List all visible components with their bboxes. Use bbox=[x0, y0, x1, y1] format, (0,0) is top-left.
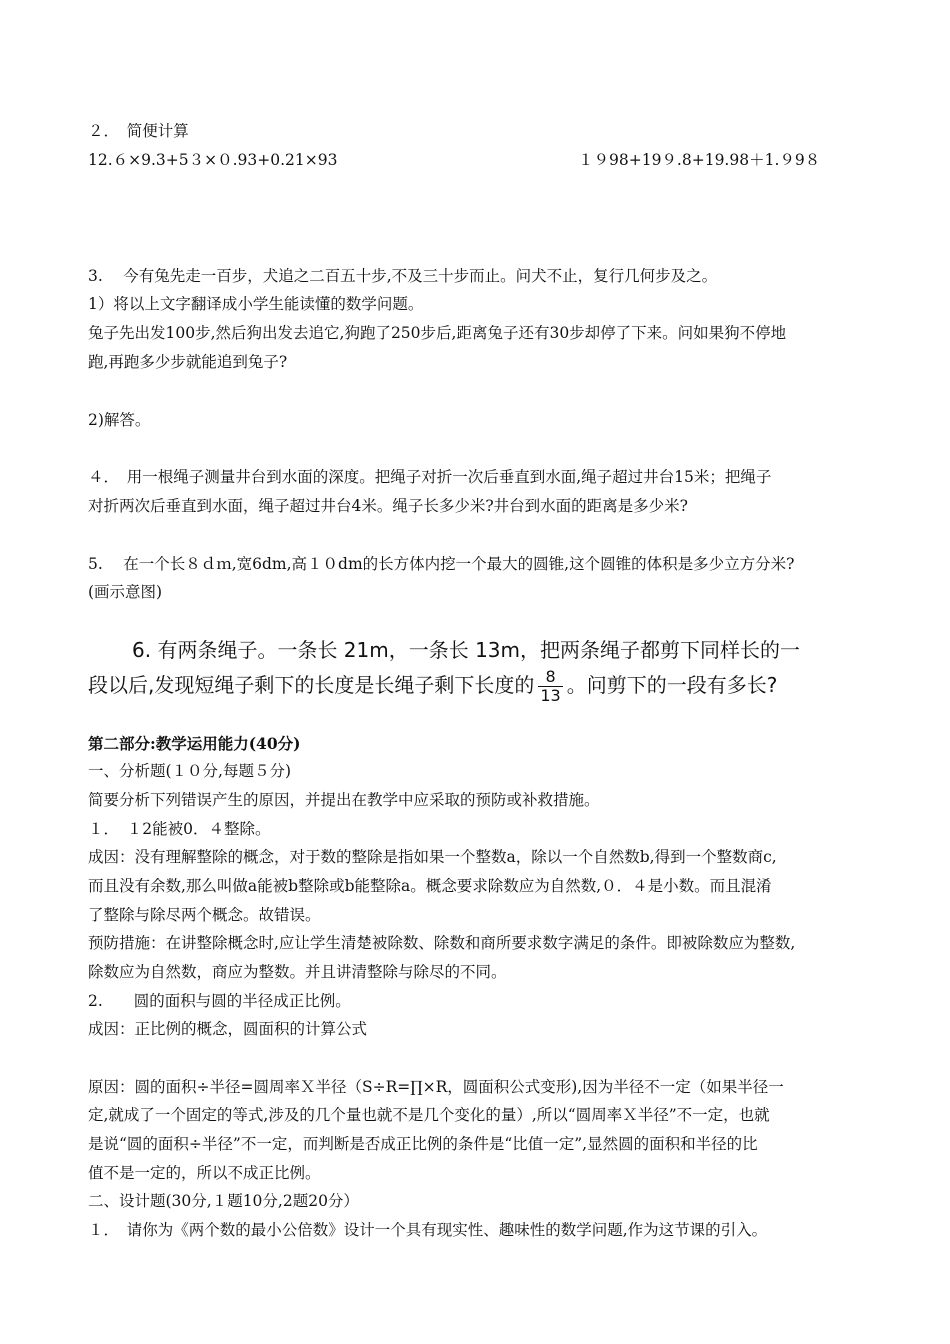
q4-line2: 对折两次后垂直到水面，绳子超过井台4米。绳子长多少米?井台到水面的距离是多少米? bbox=[88, 497, 688, 515]
part2-cause1-line2: 而且没有余数,那么叫做a能被b整除或b能整除a。概念要求除数应为自然数,０．４是小数。而且混淆 bbox=[88, 877, 772, 895]
part2-cause1-line1: 成因：没有理解整除的概念，对于数的整除是指如果一个整数a，除以一个自然数b,得到一个整数商c, bbox=[88, 848, 777, 866]
part2-item1: １． １2能被0．４整除。 bbox=[88, 820, 271, 838]
q4-line1: ４． 用一根绳子测量井台到水面的深度。把绳子对折一次后垂直到水面,绳子超过井台15米；把绳子 bbox=[88, 468, 772, 486]
part2-reason-line4: 值不是一定的，所以不成正比例。 bbox=[88, 1164, 321, 1182]
q3-sub1: 1）将以上文字翻译成小学生能读懂的数学问题。 bbox=[88, 295, 424, 313]
part2-item2: 2. 圆的面积与圆的半径成正比例。 bbox=[88, 992, 351, 1010]
q6-line2-after: 。问剪下的一段有多长? bbox=[566, 673, 778, 697]
part2-cause1-line3: 了整除与除尽两个概念。故错误。 bbox=[88, 906, 321, 924]
q3-text-line2: 跑,再跑多少步就能追到兔子? bbox=[88, 353, 288, 371]
q3-sub2: 2)解答。 bbox=[88, 411, 151, 429]
q6-fraction bbox=[538, 668, 562, 705]
part2-prevention1-line2: 除数应为自然数，商应为整数。并且讲清整除与除尽的不同。 bbox=[88, 963, 507, 981]
part2-reason-line2: 定,就成了一个固定的等式,涉及的几个量也就不是几个变化的量）,所以“圆周率Ｘ半径”不一定，也就 bbox=[88, 1106, 770, 1124]
part2-prevention1-line1: 预防措施：在讲整除概念时,应让学生清楚被除数、除数和商所要求数字满足的条件。即被除数应为整数, bbox=[88, 934, 796, 952]
q2-expression-right: １９98+19９.8+19.98＋1.９9８ bbox=[578, 151, 821, 169]
part2-reason-line3: 是说“圆的面积÷半径”不一定，而判断是否成正比例的条件是“比值一定”,显然圆的面积和半径的比 bbox=[88, 1135, 758, 1153]
q6-fraction-denominator: 13 bbox=[540, 686, 561, 705]
q3-title: 3. 今有兔先走一百步，犬追之二百五十步,不及三十步而止。问犬不止，复行几何步及之。 bbox=[88, 267, 718, 285]
q6-line1: 6. 有两条绳子。一条长 21m，一条长 13m，把两条绳子都剪下同样长的一 bbox=[132, 638, 801, 662]
part2-reason-line1: 原因：圆的面积÷半径=圆周率Ｘ半径（S÷R=∏×R，圆面积公式变形),因为半径不一定（如果半径一 bbox=[88, 1078, 784, 1096]
part2-intro: 简要分析下列错误产生的原因，并提出在教学中应采取的预防或补救措施。 bbox=[88, 791, 600, 809]
part2-section1-title: 一、分析题(１０分,每题５分) bbox=[88, 762, 292, 780]
part2-cause2: 成因：正比例的概念，圆面积的计算公式 bbox=[88, 1020, 368, 1038]
q6-line2-before: 段以后,发现短绳子剩下的长度是长绳子剩下长度的 bbox=[88, 673, 535, 697]
q6-line2 bbox=[88, 668, 777, 705]
q5-line1: 5. 在一个长８ｄｍ,宽6dm,高１０dm的长方体内挖一个最大的圆锥,这个圆锥的体积是多少立方分米? bbox=[88, 555, 795, 573]
q2-title: ２． 简便计算 bbox=[88, 122, 189, 140]
q5-line2: (画示意图) bbox=[88, 583, 163, 601]
q3-text-line1: 兔子先出发100步,然后狗出发去追它,狗跑了250步后,距离兔子还有30步却停了下来。问如果狗不停地 bbox=[88, 324, 787, 342]
q6-fraction-numerator: 8 bbox=[538, 668, 562, 687]
part2-heading: 第二部分:教学运用能力(40分) bbox=[88, 734, 301, 753]
part2-design1: １． 请你为《两个数的最小公倍数》设计一个具有现实性、趣味性的数学问题,作为这节课的引入。 bbox=[88, 1221, 768, 1239]
q2-expression-left: 12.６×9.3+5３×０.93+0.21×93 bbox=[88, 151, 338, 169]
part2-section2-title: 二、设计题(30分,１题10分,2题20分） bbox=[88, 1192, 359, 1210]
